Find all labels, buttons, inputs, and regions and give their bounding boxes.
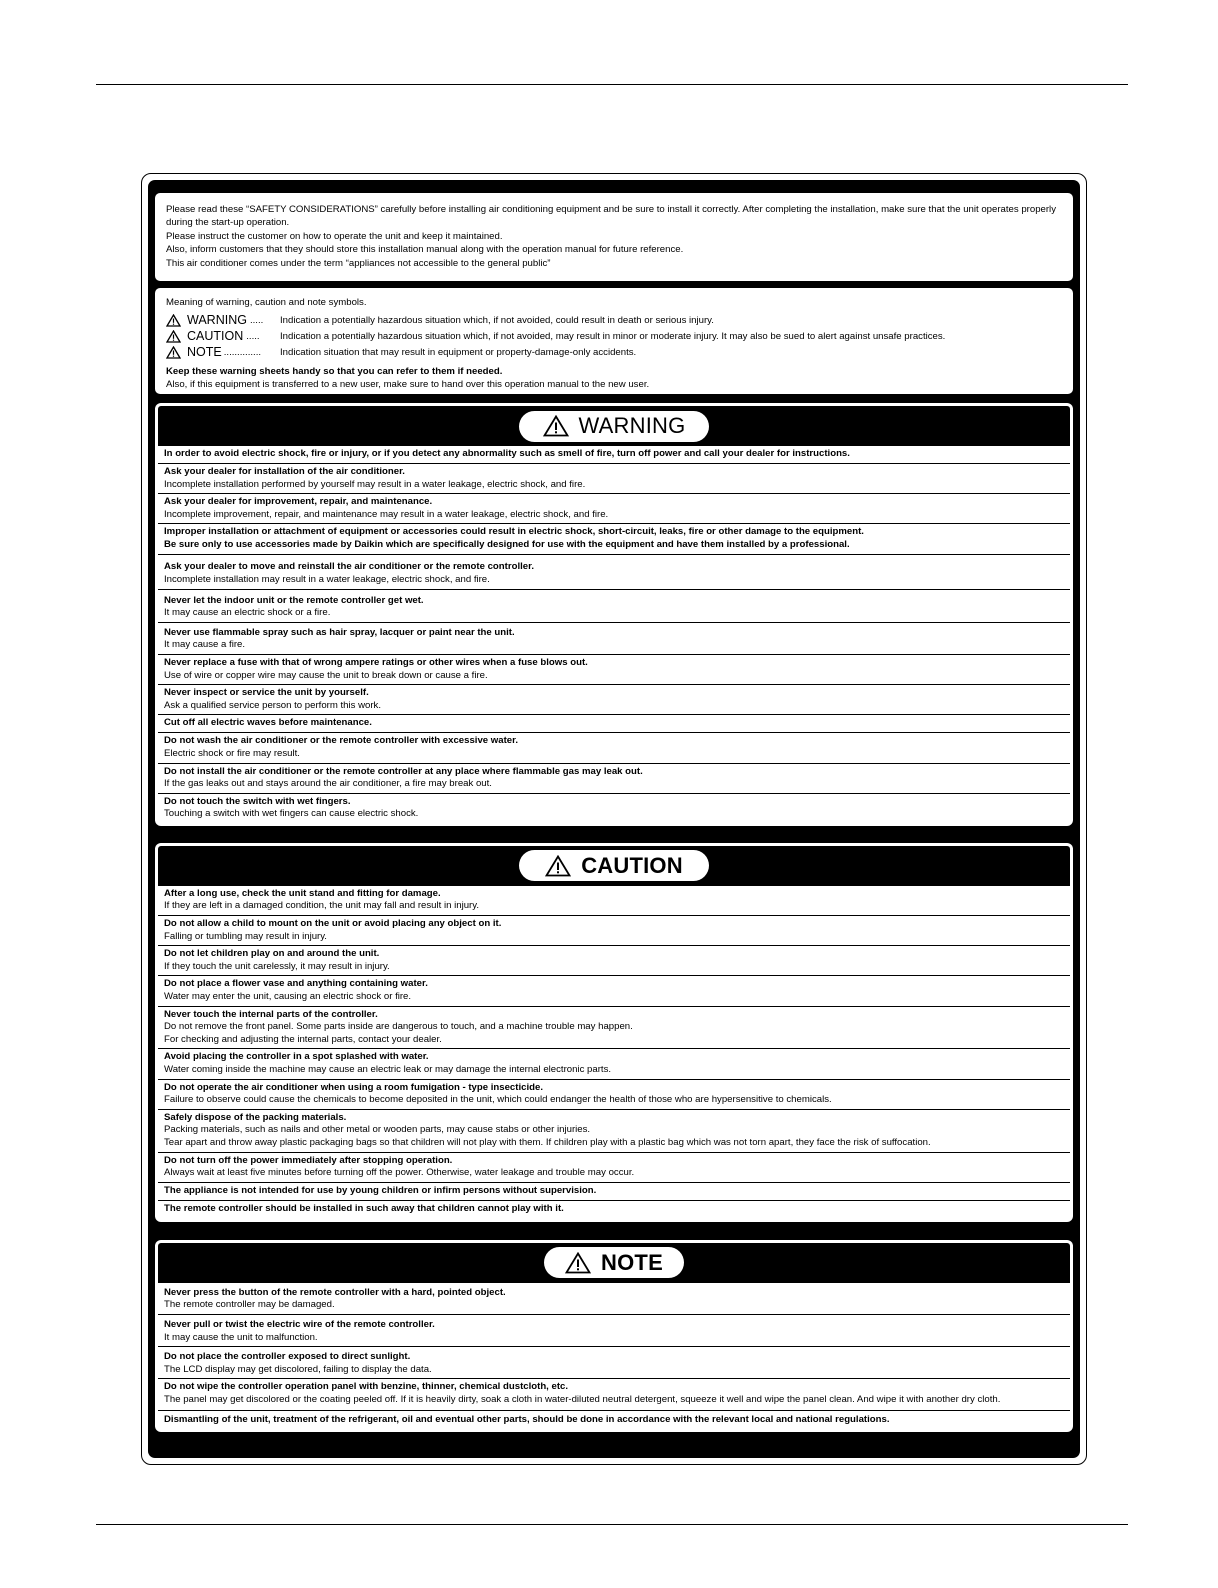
safety-sheet — [141, 173, 1087, 1465]
item-heading: Do not install the air conditioner or the remote controller at any place where flammable gas may leak out. — [164, 765, 643, 777]
item-heading: After a long use, check the unit stand and fitting for damage. — [164, 887, 441, 899]
symbol-dots: ..... — [249, 314, 264, 326]
warning-item — [158, 764, 1070, 794]
caution-item — [158, 1201, 1070, 1219]
symbol-word: NOTE — [187, 344, 222, 359]
item-heading: Do not touch the switch with wet fingers. — [164, 795, 351, 807]
item-text: The LCD display may get discolored, failing to display the data. — [164, 1363, 432, 1375]
warning-item — [158, 733, 1070, 763]
item-heading: Do not operate the air conditioner when using a room fumigation - type insecticide. — [164, 1081, 543, 1093]
note-section — [155, 1240, 1073, 1433]
item-heading: Do not place a flower vase and anything containing water. — [164, 978, 428, 990]
item-heading: Do not wipe the controller operation panel with benzine, thinner, chemical dustcloth, etc. — [164, 1381, 569, 1393]
warning-triangle-icon — [565, 1252, 591, 1274]
caution-item — [158, 1153, 1070, 1183]
item-text: Touching a switch with wet fingers can cause electric shock. — [164, 808, 419, 820]
symbols-box — [155, 288, 1073, 394]
note-header-band — [158, 1243, 1070, 1283]
item-text: It may cause an electric shock or a fire. — [164, 607, 331, 619]
note-item — [158, 1347, 1070, 1379]
transfer-notice: Also, if this equipment is transferred to a new user, make sure to hand over this operation manual to the new user. — [166, 379, 650, 390]
note-title-pill — [544, 1247, 684, 1278]
symbol-description: Indication a potentially hazardous situation which, if not avoided, may result in minor or moderate injury. It may also be sued to alert against unsafe practices. — [280, 330, 946, 342]
item-heading: Do not allow a child to mount on the unit or avoid placing any object on it. — [164, 918, 502, 930]
symbols-heading: Meaning of warning, caution and note symbols. — [166, 297, 367, 308]
item-text: It may cause the unit to malfunction. — [164, 1331, 318, 1343]
item-text: Falling or tumbling may result in injury. — [164, 930, 327, 942]
item-text: Incomplete installation may result in a water leakage, electric shock, and fire. — [164, 573, 490, 585]
warning-item — [158, 715, 1070, 733]
safety-frame — [148, 180, 1080, 1458]
keep-sheets-notice: Keep these warning sheets handy so that you can refer to them if needed. — [166, 366, 503, 377]
symbol-row-warning — [166, 312, 1062, 328]
warning-item — [158, 623, 1070, 655]
item-text: Electric shock or fire may result. — [164, 747, 300, 759]
intro-box — [155, 193, 1073, 281]
warning-header-band — [158, 406, 1070, 446]
item-heading: The remote controller should be installed in such away that children cannot play with it. — [164, 1202, 564, 1214]
caution-item — [158, 886, 1070, 916]
caution-item — [158, 1183, 1070, 1201]
item-heading: Do not turn off the power immediately after stopping operation. — [164, 1154, 453, 1166]
item-heading: Never use flammable spray such as hair spray, lacquer or paint near the unit. — [164, 626, 515, 638]
item-text: Ask a qualified service person to perform this work. — [164, 699, 382, 711]
warning-triangle-icon — [166, 314, 181, 327]
item-heading: Never let the indoor unit or the remote controller get wet. — [164, 594, 424, 606]
item-text: Water may enter the unit, causing an electric shock or fire. — [164, 991, 412, 1003]
symbol-description: Indication situation that may result in equipment or property-damage-only accidents. — [280, 346, 637, 358]
warning-title-pill — [519, 411, 709, 442]
note-item — [158, 1411, 1070, 1429]
warning-item — [158, 685, 1070, 715]
warning-item — [158, 590, 1070, 623]
item-text: Incomplete improvement, repair, and maintenance may result in a water leakage, electric shock, and fire. — [164, 508, 609, 520]
item-text: It may cause a fire. — [164, 639, 246, 651]
item-text: The remote controller may be damaged. — [164, 1299, 335, 1311]
caution-item — [158, 916, 1070, 946]
caution-item — [158, 1080, 1070, 1110]
caution-item — [158, 1049, 1070, 1079]
item-heading: Do not place the controller exposed to direct sunlight. — [164, 1351, 411, 1363]
item-heading: Be sure only to use accessories made by Daikin which are specifically designed for use with the equipment and have them installed by a professional. — [164, 538, 850, 550]
item-text: If the gas leaks out and stays around the air conditioner, a fire may break out. — [164, 778, 492, 790]
note-item — [158, 1379, 1070, 1411]
caution-item — [158, 946, 1070, 976]
footer-rule — [96, 1524, 1128, 1525]
item-heading: Improper installation or attachment of equipment or accessories could result in electric shock, short-circuit, leaks, fire or other damage to the equipment. — [164, 526, 864, 538]
caution-title: CAUTION — [581, 852, 683, 878]
item-heading: Dismantling of the unit, treatment of the refrigerant, oil and eventual other parts, should be done in accordance with the relevant local and national regulations. — [164, 1414, 890, 1426]
warning-item — [158, 446, 1070, 464]
intro-line: Please read these “SAFETY CONSIDERATIONS” carefully before installing air conditioning equipment and be sure to install it correctly. After completing the installation, make sure that the unit operates properly during the start-up operation. — [166, 204, 1056, 229]
item-text: For checking and adjusting the internal parts, contact your dealer. — [164, 1033, 442, 1045]
item-heading: Do not let children play on and around the unit. — [164, 948, 380, 960]
item-heading: Ask your dealer to move and reinstall the air conditioner or the remote controller. — [164, 561, 534, 573]
warning-item — [158, 555, 1070, 589]
item-heading: Never replace a fuse with that of wrong ampere ratings or other wires when a fuse blows out. — [164, 656, 588, 668]
note-item — [158, 1283, 1070, 1315]
item-heading: Never inspect or service the unit by yourself. — [164, 687, 369, 699]
warning-item — [158, 494, 1070, 524]
item-text: Incomplete installation performed by yourself may result in a water leakage, electric shock, and fire. — [164, 478, 586, 490]
note-item — [158, 1315, 1070, 1347]
symbol-dots: .............. — [223, 346, 262, 358]
intro-line: Please instruct the customer on how to operate the unit and keep it maintained. — [166, 230, 503, 242]
intro-line: Also, inform customers that they should store this installation manual along with the operation manual for future reference. — [166, 244, 684, 256]
header-rule — [96, 84, 1128, 85]
item-heading: Ask your dealer for installation of the air conditioner. — [164, 466, 405, 477]
symbol-dots: ..... — [246, 330, 260, 342]
warning-triangle-icon — [166, 346, 181, 359]
warning-triangle-icon — [166, 330, 181, 343]
item-heading: Never press the button of the remote controller with a hard, pointed object. — [164, 1286, 506, 1298]
item-heading: Never touch the internal parts of the controller. — [164, 1008, 378, 1020]
item-heading: Cut off all electric waves before maintenance. — [164, 717, 372, 729]
item-heading: Never pull or twist the electric wire of the remote controller. — [164, 1318, 435, 1330]
caution-item — [158, 976, 1070, 1006]
warning-triangle-icon — [543, 415, 569, 437]
symbol-row-note — [166, 344, 1062, 360]
item-text: Tear apart and throw away plastic packaging bags so that children will not play with them. If children play with a plastic bag which was not torn apart, they face the risk of suffocation. — [164, 1136, 931, 1148]
caution-title-pill — [519, 850, 709, 881]
item-text: Do not remove the front panel. Some parts inside are dangerous to touch, and a machine trouble may happen. — [164, 1021, 633, 1033]
warning-item — [158, 794, 1070, 823]
warning-item — [158, 655, 1070, 685]
item-text: Always wait at least five minutes before turning off the power. Otherwise, water leakage and trouble may occur. — [164, 1167, 635, 1179]
item-heading: Ask your dealer for improvement, repair, and maintenance. — [164, 496, 433, 508]
item-text: If they touch the unit carelessly, it may result in injury. — [164, 960, 390, 972]
item-text: The panel may get discolored or the coating peeled off. If it is heavily dirty, soak a cloth in water-diluted neutral detergent, squeeze it well and wipe the panel clean. And wipe it with another dry cloth. — [164, 1393, 1001, 1405]
symbol-word: WARNING — [187, 312, 247, 327]
warning-triangle-icon — [545, 855, 571, 877]
warning-title: WARNING — [578, 413, 686, 438]
item-text: Failure to observe could cause the chemicals to become deposited in the unit, which could endanger the health of those who are hypersensitive to chemicals. — [164, 1094, 832, 1106]
warning-section — [155, 403, 1073, 826]
item-heading: Do not wash the air conditioner or the remote controller with excessive water. — [164, 735, 518, 747]
item-text: If they are left in a damaged condition, the unit may fall and result in injury. — [164, 900, 479, 912]
warning-item — [158, 464, 1070, 494]
caution-item — [158, 1007, 1070, 1050]
warning-item — [158, 524, 1070, 555]
item-heading: Avoid placing the controller in a spot splashed with water. — [164, 1051, 429, 1063]
symbol-row-caution — [166, 328, 1062, 344]
symbol-description: Indication a potentially hazardous situation which, if not avoided, could result in death or serious injury. — [280, 314, 714, 326]
item-heading: In order to avoid electric shock, fire or injury, or if you detect any abnormality such as smell of fire, turn off power and call your dealer for instructions. — [164, 448, 850, 459]
item-text: Water coming inside the machine may cause an electric leak or may damage the internal electronic parts. — [164, 1064, 612, 1075]
note-title: NOTE — [601, 1249, 663, 1275]
intro-line: This air conditioner comes under the term “appliances not accessible to the general public” — [166, 257, 551, 269]
caution-header-band — [158, 846, 1070, 886]
item-heading: Safely dispose of the packing materials. — [164, 1111, 347, 1123]
symbol-word: CAUTION — [187, 328, 244, 343]
item-text: Packing materials, such as nails and other metal or wooden parts, may cause stabs or other injuries. — [164, 1124, 591, 1136]
item-text: Use of wire or copper wire may cause the unit to break down or cause a fire. — [164, 669, 488, 681]
caution-section — [155, 843, 1073, 1222]
caution-item — [158, 1110, 1070, 1153]
item-heading: The appliance is not intended for use by young children or infirm persons without supervision. — [164, 1184, 597, 1196]
